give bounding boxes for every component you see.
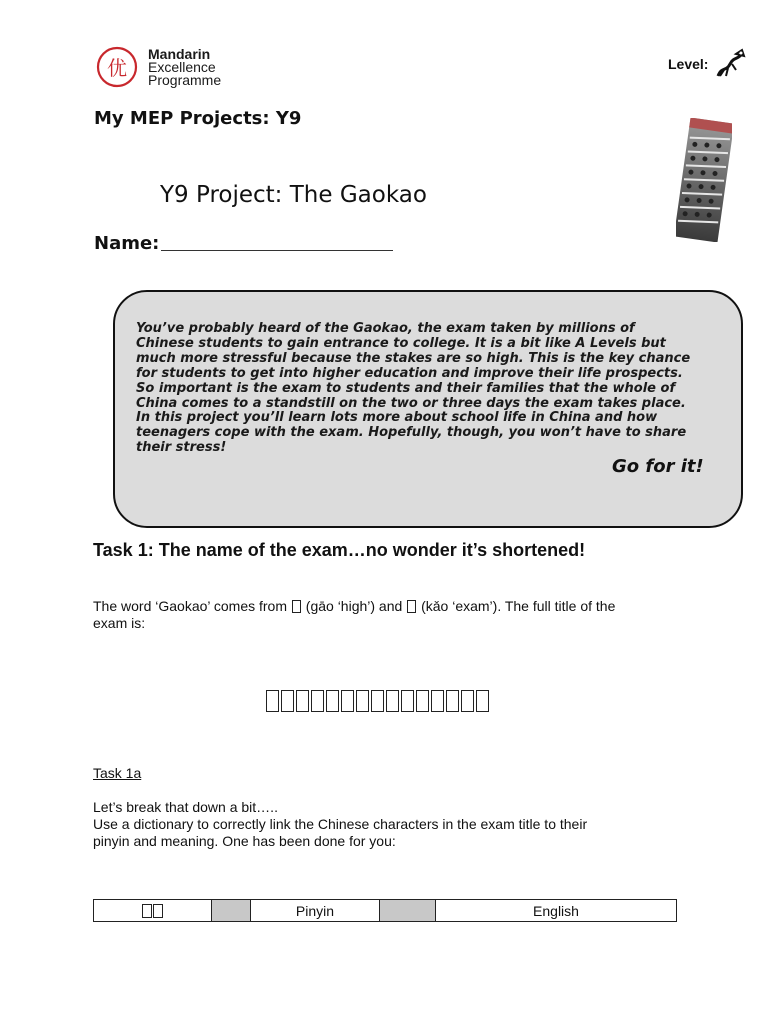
logo-line-2: Excellence: [148, 59, 216, 75]
dragon-icon: [712, 46, 748, 82]
missing-glyph-icon: [153, 904, 163, 918]
missing-glyph-icon: [326, 690, 339, 712]
intro-line: So important is the exam to students and their families that the whole of: [136, 380, 676, 396]
pinyin-header: Pinyin: [251, 900, 380, 922]
task1-text-d: exam is:: [93, 615, 146, 631]
name-label: Name:: [94, 233, 160, 254]
missing-glyph-icon: [476, 690, 489, 712]
missing-glyph-icon: [446, 690, 459, 712]
task1a-paragraph: [93, 799, 693, 850]
task1-text-c: (kǎo ‘exam’). The full title of the: [421, 598, 616, 614]
missing-glyph-icon: [292, 600, 301, 613]
task1a-line3: pinyin and meaning. One has been done for you:: [93, 833, 396, 849]
missing-glyph-icon: [386, 690, 399, 712]
task1a-line2: Use a dictionary to correctly link the Chinese characters in the exam title to their: [93, 816, 588, 832]
name-input-line[interactable]: [161, 250, 393, 251]
level-label: Level:: [668, 56, 709, 72]
missing-glyph-icon: [407, 600, 416, 613]
intro-line: You’ve probably heard of the Gaokao, the exam taken by millions of: [136, 321, 635, 336]
missing-glyph-icon: [371, 690, 384, 712]
missing-glyph-icon: [281, 690, 294, 712]
task1-heading: Task 1: The name of the exam…no wonder it’s shortened!: [93, 540, 586, 560]
exam-hall-photo: [676, 118, 732, 242]
task1a-line1: Let’s break that down a bit…..: [93, 799, 278, 815]
intro-line: Chinese students to gain entrance to college. It is a bit like A Levels but: [136, 335, 666, 351]
intro-line: for students to get into higher education and improve their life prospects.: [136, 365, 683, 381]
intro-line: In this project you’ll learn lots more about school life in China and how: [136, 410, 658, 426]
table-row: [94, 900, 677, 922]
characters-header: [94, 900, 212, 922]
intro-text: [136, 322, 728, 456]
mep-logo-icon: [95, 45, 139, 89]
intro-line: their stress!: [136, 440, 227, 456]
grey-spacer-cell: [380, 900, 436, 922]
project-title: Y9 Project: The Gaokao: [160, 182, 427, 208]
go-for-it: Go for it!: [612, 456, 704, 477]
missing-glyph-icon: [296, 690, 309, 712]
missing-glyph-icon: [311, 690, 324, 712]
svg-text:优: 优: [107, 56, 127, 80]
logo-wordmark: [148, 48, 221, 87]
full-exam-title-glyphs: [266, 690, 489, 712]
missing-glyph-icon: [341, 690, 354, 712]
missing-glyph-icon: [142, 904, 152, 918]
task1-paragraph: [93, 598, 693, 632]
intro-line: teenagers cope with the exam. Hopefully, though, you won’t have to share: [136, 425, 687, 441]
missing-glyph-icon: [401, 690, 414, 712]
missing-glyph-icon: [461, 690, 474, 712]
missing-glyph-icon: [431, 690, 444, 712]
missing-glyph-icon: [266, 690, 279, 712]
missing-glyph-icon: [416, 690, 429, 712]
link-table: [93, 899, 677, 922]
english-header: English: [436, 900, 677, 922]
logo-line-1: Mandarin: [148, 46, 211, 62]
projects-heading: My MEP Projects: Y9: [94, 108, 302, 129]
intro-line: much more stressful because the stakes are so high. This is the key chance: [136, 350, 691, 366]
task1a-heading: Task 1a: [93, 765, 142, 781]
intro-line: China comes to a standstill on the two or three days the exam takes place.: [136, 395, 686, 411]
logo-line-3: Programme: [148, 72, 222, 88]
task1-text-b: (gāo ‘high’) and: [305, 598, 403, 614]
task1-text-a: The word ‘Gaokao’ comes from: [93, 598, 287, 614]
missing-glyph-icon: [356, 690, 369, 712]
grey-spacer-cell: [212, 900, 251, 922]
